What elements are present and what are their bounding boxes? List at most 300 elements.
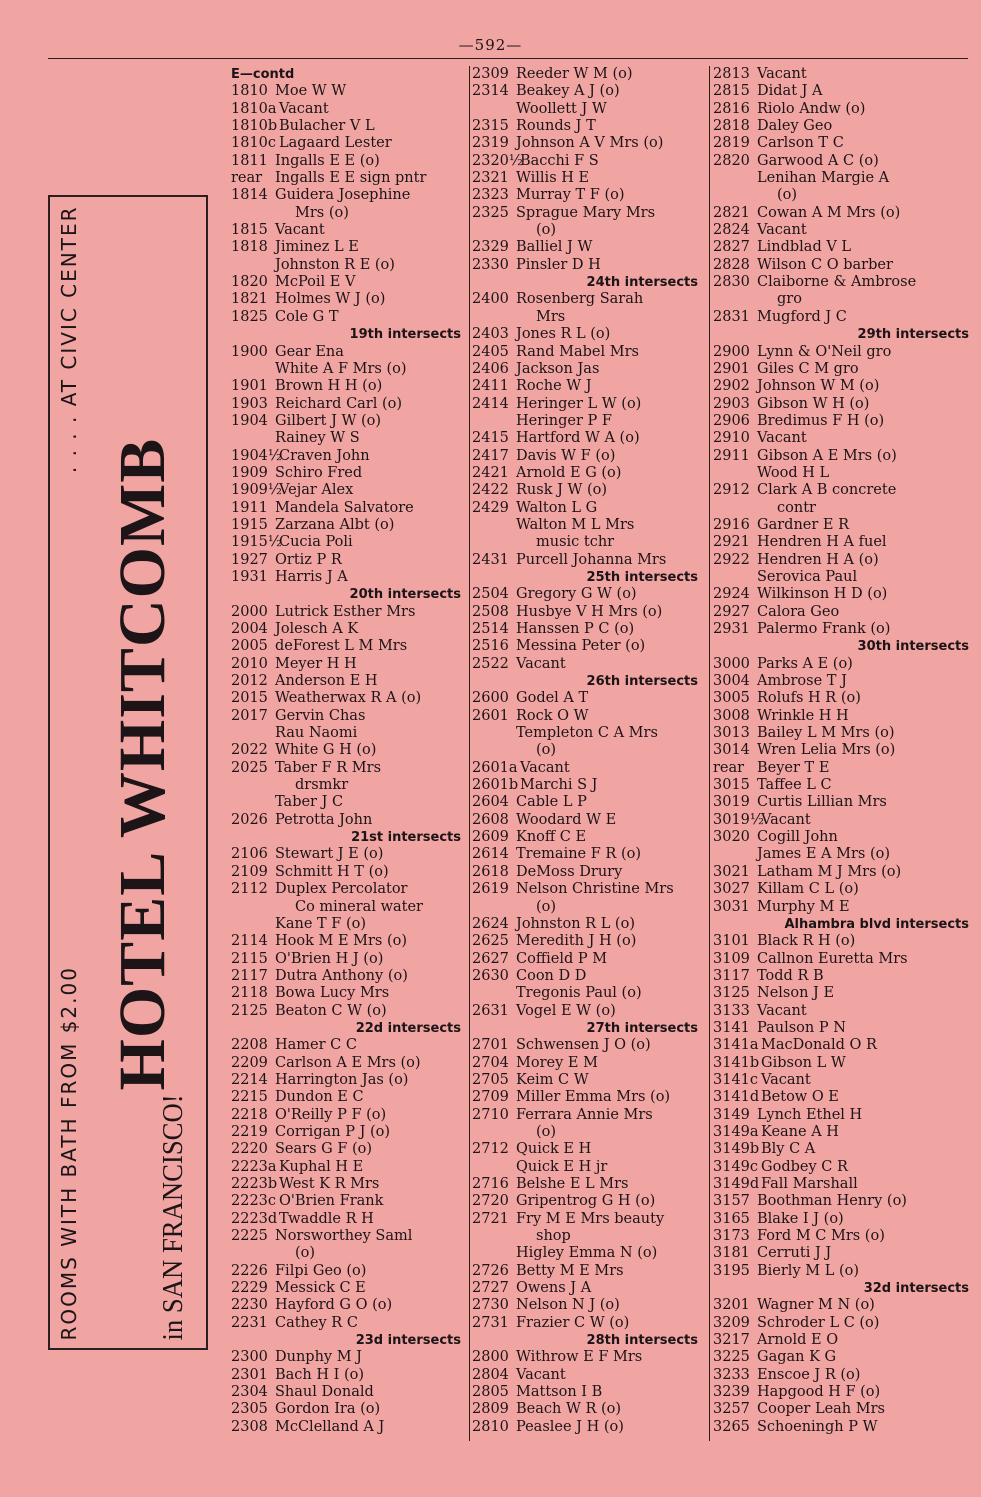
resident-name: Lindblad V L [757, 239, 852, 256]
listing-entry [713, 222, 975, 239]
resident-name: Bierly M L (o) [757, 1262, 859, 1279]
resident-name: Knoff C E [516, 829, 587, 846]
house-number: 3101 [713, 933, 750, 950]
house-number: 2300 [231, 1349, 268, 1366]
house-number: 2619 [472, 881, 509, 898]
listing-entry [231, 534, 467, 551]
resident-name: Arnold E G (o) [516, 464, 622, 481]
resident-name: Wagner M N (o) [757, 1297, 875, 1314]
listing-continuation: Wood H L [757, 464, 830, 481]
listing-entry [472, 465, 704, 482]
resident-name: Petrotta John [275, 811, 373, 828]
resident-name: Ford M C Mrs (o) [757, 1228, 885, 1245]
listing-entry [231, 638, 467, 655]
resident-name: Cerruti J J [757, 1245, 832, 1262]
resident-name: Rusk J W (o) [516, 482, 608, 499]
listing-entry [231, 690, 467, 707]
listing-entry [472, 396, 704, 413]
resident-name: Betty M E Mrs [516, 1262, 624, 1279]
listing-entry [472, 1193, 704, 1210]
house-number: 1810a [231, 100, 277, 117]
listing-entry [713, 1107, 975, 1124]
listing-entry [472, 621, 704, 638]
house-number: 2604 [472, 794, 509, 811]
listing-entry [472, 170, 704, 187]
resident-name: Nelson J E [757, 985, 835, 1002]
resident-name: Parks A E (o) [757, 655, 853, 672]
resident-name: Lagaard Lester [279, 135, 392, 152]
street-intersection-heading: 20th intersects [349, 587, 461, 603]
listing-entry [713, 951, 975, 968]
house-number: 2025 [231, 759, 268, 776]
resident-name: Bowa Lucy Mrs [275, 985, 390, 1002]
house-number: 2323 [472, 187, 509, 204]
listing-entry [472, 1384, 704, 1401]
listing-entry [713, 101, 975, 118]
house-number: 2709 [472, 1089, 509, 1106]
resident-name: Duplex Percolator [275, 881, 408, 898]
house-number: 2308 [231, 1418, 268, 1435]
resident-name: Taber F R Mrs [275, 759, 382, 776]
resident-name: Fall Marshall [761, 1176, 858, 1192]
directory-column-2 [472, 66, 704, 1446]
listing-entry [713, 239, 975, 256]
house-number: 2618 [472, 863, 509, 880]
resident-name: Hook M E Mrs (o) [275, 933, 408, 950]
resident-name: Hapgood H F (o) [757, 1384, 881, 1401]
resident-name: Vacant [516, 1366, 566, 1383]
resident-name: Beaton C W (o) [275, 1002, 387, 1019]
house-number: 2821 [713, 204, 750, 221]
house-number: 2017 [231, 707, 268, 724]
resident-name: Moe W W [275, 83, 347, 100]
resident-name: Husbye V H Mrs (o) [516, 603, 663, 620]
listing-entry [231, 344, 467, 361]
house-number: 2720 [472, 1193, 509, 1210]
listing-entry [713, 899, 975, 916]
listing-entry [231, 1089, 467, 1106]
resident-name: Ambrose T J [757, 673, 847, 690]
resident-name: Ingalls E E (o) [275, 152, 380, 169]
listing-entry [713, 1003, 975, 1020]
listing-entry [472, 239, 704, 256]
listing-entry [713, 413, 975, 430]
listing-continuation: Taber J C [275, 794, 344, 811]
resident-name: Rolufs H R (o) [757, 690, 861, 707]
resident-name: Stewart J E (o) [275, 846, 384, 863]
resident-name: Dunphy M J [275, 1349, 362, 1366]
listing-entry [713, 448, 975, 465]
house-number: 3165 [713, 1210, 750, 1227]
resident-name: Vacant [520, 759, 570, 776]
listing-entry [472, 656, 704, 673]
listing-entry [472, 1072, 704, 1089]
house-number: 2229 [231, 1280, 268, 1297]
resident-name: Withrow E F Mrs [516, 1349, 643, 1366]
resident-name: Dundon E C [275, 1089, 364, 1106]
listing-entry [472, 1315, 704, 1332]
listing-entry [713, 1124, 975, 1141]
resident-name: Jackson Jas [516, 360, 600, 377]
listing-entry [472, 777, 704, 794]
house-number: 2400 [472, 291, 509, 308]
listing-entry [231, 153, 467, 170]
resident-name: Roche W J [516, 378, 592, 395]
house-number: 2305 [231, 1401, 268, 1418]
street-intersection-heading: Alhambra blvd intersects [784, 916, 969, 932]
resident-name: Johnson A V Mrs (o) [516, 135, 664, 152]
listing-entry [472, 916, 704, 933]
resident-name: Callnon Euretta Mrs [757, 950, 908, 967]
house-number: 2828 [713, 256, 750, 273]
listing-entry [472, 361, 704, 378]
house-number: 1821 [231, 291, 268, 308]
listing-entry [713, 517, 975, 534]
resident-name: Latham M J Mrs (o) [757, 863, 902, 880]
listing-entry [472, 1280, 704, 1297]
house-number: 2208 [231, 1037, 268, 1054]
listing-entry [472, 1211, 704, 1228]
resident-name: Lutrick Esther Mrs [275, 603, 416, 620]
resident-name: Wilkinson H D (o) [757, 586, 888, 603]
listing-entry [231, 1419, 467, 1436]
listing-entry [231, 1280, 467, 1297]
house-number: 3141a [713, 1037, 759, 1054]
resident-name: Wrinkle H H [757, 707, 849, 724]
listing-continuation: Johnston R E (o) [275, 256, 395, 273]
house-number: 1814 [231, 187, 268, 204]
listing-entry [472, 881, 704, 898]
resident-name: Keane A H [761, 1123, 839, 1140]
listing-entry [713, 361, 975, 378]
listing-entry [713, 1349, 975, 1366]
house-number: 2411 [472, 378, 509, 395]
resident-name: Vacant [275, 222, 325, 239]
house-number: 3265 [713, 1418, 750, 1435]
resident-name: Lynch Ethel H [757, 1106, 863, 1123]
listing-continuation: contr [777, 499, 816, 516]
resident-name: Peaslee J H (o) [516, 1418, 624, 1435]
house-number: 2830 [713, 274, 750, 291]
resident-name: Gervin Chas [275, 707, 366, 724]
house-number: 3141c [713, 1071, 759, 1088]
listing-entry [472, 604, 704, 621]
listing-entry [713, 1401, 975, 1418]
resident-name: Enscoe J R (o) [757, 1366, 861, 1383]
house-number: 2901 [713, 360, 750, 377]
listing-entry [472, 829, 704, 846]
house-number: 3195 [713, 1262, 750, 1279]
resident-name: Zarzana Albt (o) [275, 516, 395, 533]
house-number: 2731 [472, 1314, 509, 1331]
resident-name: Gripentrog G H (o) [516, 1193, 656, 1210]
house-number: 3201 [713, 1297, 750, 1314]
house-number: 2117 [231, 967, 268, 984]
listing-entry [231, 552, 467, 569]
resident-name: Vacant [757, 1002, 807, 1019]
house-number: 3019 [713, 794, 750, 811]
listing-entry [713, 1089, 975, 1106]
listing-entry [713, 1315, 975, 1332]
house-number: 2704 [472, 1054, 509, 1071]
house-number: 2818 [713, 118, 750, 135]
house-number: 3217 [713, 1332, 750, 1349]
listing-continuation: (o) [536, 898, 557, 915]
listing-entry [472, 864, 704, 881]
house-number: 2309 [472, 66, 509, 82]
listing-entry [713, 1297, 975, 1314]
listing-entry [231, 291, 467, 308]
listing-entry [713, 378, 975, 395]
house-number: 2012 [231, 673, 268, 690]
house-number: 3014 [713, 742, 750, 759]
listing-entry [713, 257, 975, 274]
house-number: 2115 [231, 950, 268, 967]
listing-entry [472, 1055, 704, 1072]
house-number: 1815 [231, 222, 268, 239]
resident-name: Anderson E H [275, 673, 378, 690]
resident-name: Hendren H A (o) [757, 551, 879, 568]
resident-name: Dutra Anthony (o) [275, 967, 408, 984]
house-number: 2712 [472, 1141, 509, 1158]
listing-entry [472, 1176, 704, 1193]
resident-name: Schroder L C (o) [757, 1314, 880, 1331]
resident-name: Gordon Ira (o) [275, 1401, 381, 1418]
resident-name: Vogel E W (o) [516, 1002, 616, 1019]
resident-name: Vacant [757, 222, 807, 239]
resident-name: Cable L P [516, 794, 587, 811]
house-number: 3181 [713, 1245, 750, 1262]
listing-continuation: Mrs (o) [295, 204, 349, 221]
listing-continuation: (o) [536, 1123, 557, 1140]
house-number: 3233 [713, 1366, 750, 1383]
hotel-advertisement [48, 195, 208, 1350]
house-number: 2106 [231, 846, 268, 863]
resident-name: Corrigan P J (o) [275, 1123, 391, 1140]
house-number: 2631 [472, 1002, 509, 1019]
header-rule [48, 58, 968, 59]
resident-name: Cucia Poli [279, 534, 353, 551]
listing-entry [231, 135, 467, 152]
resident-name: Shaul Donald [275, 1384, 374, 1401]
house-number: 2321 [472, 170, 509, 187]
street-intersection-heading: 19th intersects [349, 327, 461, 343]
house-number: 1915½ [231, 534, 282, 551]
house-number: 1911 [231, 499, 268, 516]
listing-entry [231, 846, 467, 863]
listing-entry [713, 1228, 975, 1245]
directory-column-1 [231, 66, 467, 1446]
resident-name: Quick E H [516, 1141, 592, 1158]
listing-continuation: Rainey W S [275, 430, 360, 447]
resident-name: Wilson C O barber [757, 256, 893, 273]
house-number: 2330 [472, 256, 509, 273]
house-number: 2820 [713, 152, 750, 169]
listing-entry [713, 604, 975, 621]
listing-entry [231, 604, 467, 621]
resident-name: Giles C M gro [757, 360, 859, 377]
listing-continuation: Rau Naomi [275, 725, 358, 742]
resident-name: Nelson N J (o) [516, 1297, 620, 1314]
house-number: 2730 [472, 1297, 509, 1314]
listing-entry [231, 1003, 467, 1020]
resident-name: Fry M E Mrs beauty [516, 1210, 665, 1227]
listing-entry [231, 448, 467, 465]
listing-entry [713, 933, 975, 950]
listing-entry [472, 1141, 704, 1158]
house-number: 2125 [231, 1002, 268, 1019]
listing-entry [231, 118, 467, 135]
listing-entry [472, 1037, 704, 1054]
listing-entry [713, 1037, 975, 1054]
resident-name: Harris J A [275, 568, 348, 585]
house-number: 3021 [713, 863, 750, 880]
resident-name: Vejar Alex [279, 482, 354, 499]
directory-column-3 [713, 66, 975, 1446]
house-number: 2022 [231, 742, 268, 759]
listing-entry [231, 621, 467, 638]
resident-name: Balliel J W [516, 239, 593, 256]
listing-entry [472, 66, 704, 83]
listing-entry [713, 274, 975, 291]
resident-name: Kuphal H E [279, 1158, 364, 1175]
resident-name: Gibson L W [761, 1054, 846, 1071]
resident-name: Mandela Salvatore [275, 499, 414, 516]
listing-entry [231, 170, 467, 187]
street-intersection-heading: 28th intersects [586, 1333, 698, 1349]
house-number: 2514 [472, 621, 509, 637]
house-number: 3020 [713, 829, 750, 846]
listing-entry [231, 812, 467, 829]
resident-name: Davis W F (o) [516, 447, 616, 464]
resident-name: Schmitt H T (o) [275, 863, 389, 880]
resident-name: Vacant [279, 100, 329, 117]
listing-entry [472, 1107, 704, 1124]
house-number: 2805 [472, 1384, 509, 1401]
listing-entry [713, 1419, 975, 1436]
resident-name: Blake I J (o) [757, 1210, 844, 1227]
resident-name: Messick C E [275, 1280, 366, 1297]
listing-entry [713, 1055, 975, 1072]
house-number: 2809 [472, 1401, 509, 1418]
resident-name: Arnold E O [757, 1332, 839, 1349]
resident-name: Killam C L (o) [757, 881, 859, 898]
house-number: 2405 [472, 343, 509, 360]
house-number: 2429 [472, 499, 509, 516]
house-number: 2716 [472, 1176, 509, 1192]
listing-entry [713, 794, 975, 811]
listing-entry [713, 985, 975, 1002]
column-divider [709, 66, 710, 1441]
house-number: 2320½ [472, 152, 523, 169]
resident-name: Schwensen J O (o) [516, 1037, 651, 1054]
house-number: 3015 [713, 777, 750, 794]
listing-entry [713, 309, 975, 326]
listing-entry [713, 829, 975, 846]
house-number: 2804 [472, 1366, 509, 1383]
resident-name: Mattson I B [516, 1384, 603, 1401]
resident-name: Rounds J T [516, 118, 596, 135]
listing-entry [472, 708, 704, 725]
resident-name: Jones R L (o) [516, 326, 611, 343]
listing-entry [472, 760, 704, 777]
house-number: 2815 [713, 83, 750, 100]
resident-name: Pinsler D H [516, 256, 601, 273]
house-number: 2705 [472, 1071, 509, 1088]
listing-entry [231, 933, 467, 950]
resident-name: Johnson W M (o) [757, 378, 880, 395]
listing-entry [231, 985, 467, 1002]
resident-name: Rock O W [516, 707, 589, 724]
house-number: 2916 [713, 516, 750, 533]
listing-continuation: gro [777, 291, 802, 308]
house-number: 3031 [713, 898, 750, 915]
resident-name: Keim C W [516, 1071, 589, 1088]
resident-name: Palermo Frank (o) [757, 621, 891, 637]
listing-entry [472, 1349, 704, 1366]
house-number: 2710 [472, 1106, 509, 1123]
resident-name: deForest L M Mrs [275, 638, 408, 655]
listing-continuation: Templeton C A Mrs [516, 725, 658, 742]
resident-name: Jiminez L E [275, 239, 359, 256]
listing-entry [713, 83, 975, 100]
resident-name: Mugford J C [757, 308, 847, 325]
listing-entry [231, 465, 467, 482]
house-number: 3149 [713, 1106, 750, 1123]
listing-entry [713, 552, 975, 569]
house-number: 3257 [713, 1401, 750, 1418]
house-number: 2624 [472, 915, 509, 932]
house-number: 3008 [713, 707, 750, 724]
house-number: 1810c [231, 135, 277, 152]
listing-entry [472, 1297, 704, 1314]
house-number: 2230 [231, 1297, 268, 1314]
house-number: 1904½ [231, 447, 282, 464]
resident-name: Heringer L W (o) [516, 395, 642, 412]
house-number: 2209 [231, 1054, 268, 1071]
house-number: 2601b [472, 777, 519, 794]
resident-name: West K R Mrs [279, 1176, 380, 1192]
street-intersection-heading: 23d intersects [355, 1333, 461, 1349]
house-number: 3125 [713, 985, 750, 1002]
listing-entry [713, 812, 975, 829]
resident-name: Vacant [757, 66, 807, 82]
resident-name: Rand Mabel Mrs [516, 343, 639, 360]
resident-name: Gagan K G [757, 1349, 837, 1366]
listing-entry [472, 951, 704, 968]
resident-name: Vacant [757, 430, 807, 447]
house-number: 2005 [231, 638, 268, 655]
listing-entry [713, 118, 975, 135]
resident-name: Paulson P N [757, 1019, 846, 1036]
listing-entry [713, 482, 975, 499]
listing-continuation: Quick E H jr [516, 1158, 608, 1175]
listing-entry [472, 500, 704, 517]
listing-entry [713, 1384, 975, 1401]
listing-entry [231, 500, 467, 517]
resident-name: Cathey R C [275, 1314, 358, 1331]
house-number: 3004 [713, 673, 750, 690]
listing-continuation: Walton M L Mrs [516, 516, 635, 533]
resident-name: Gilbert J W (o) [275, 412, 382, 429]
listing-entry [472, 1367, 704, 1384]
house-number: 3027 [713, 881, 750, 898]
house-number: 2218 [231, 1106, 268, 1123]
listing-entry [472, 1401, 704, 1418]
house-number: 3149d [713, 1176, 760, 1192]
house-number: 3173 [713, 1228, 750, 1245]
listing-entry [231, 656, 467, 673]
